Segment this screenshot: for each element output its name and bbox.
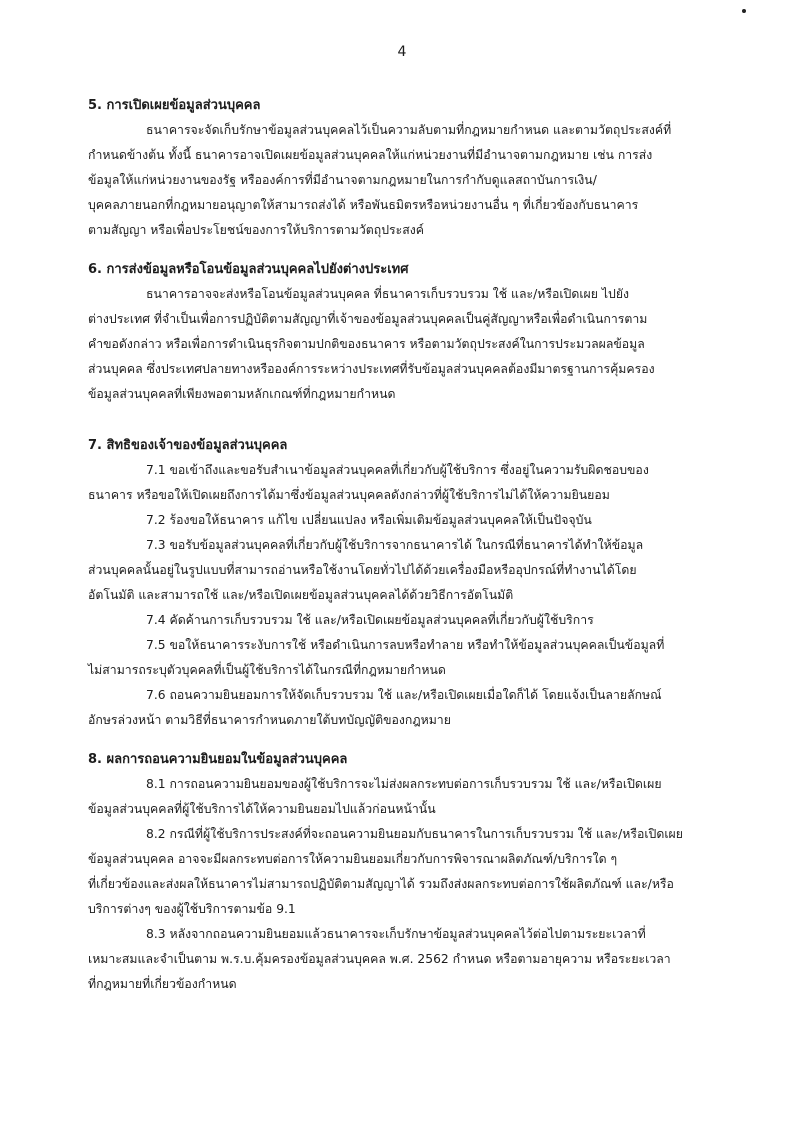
text-line: ที่กฎหมายที่เกี่ยวข้องกำหนด [88, 977, 237, 991]
text-line: 7.2 ร้องขอให้ธนาคาร แก้ไข เปลี่ยนแปลง หรือเพิ่มเติมข้อมูลส่วนบุคคลให้เป็นปัจจุบัน [146, 513, 592, 527]
text-line: 8.3 หลังจากถอนความยินยอมแล้วธนาคารจะเก็บรักษาข้อมูลส่วนบุคคลไว้ต่อไปตามระยะเวลาที่ [146, 927, 646, 941]
text-line: อัตโนมัติ และสามารถใช้ และ/หรือเปิดเผยข้อมูลส่วนบุคคลได้ด้วยวิธีการอัตโนมัติ [88, 588, 514, 602]
section-data-subject-rights [88, 433, 718, 733]
text-line: ส่วนบุคคล ซึ่งประเทศปลายทางหรือองค์การระหว่างประเทศที่รับข้อมูลส่วนบุคคลต้องมีมาตรฐานการคุ้มครอง [88, 362, 655, 376]
text-line: ข้อมูลส่วนบุคคลที่ผู้ใช้บริการได้ให้ความยินยอมไปแล้วก่อนหน้านั้น [88, 802, 436, 816]
text-line: 7.6 ถอนความยินยอมการให้จัดเก็บรวบรวม ใช้ และ/หรือเปิดเผยเมื่อใดก็ได้ โดยแจ้งเป็นลายลักษณ์ [146, 688, 662, 702]
paragraph-8-1 [88, 772, 718, 822]
text-line: ข้อมูลส่วนบุคคล อาจจะมีผลกระทบต่อการให้ความยินยอมเกี่ยวกับการพิจารณาผลิตภัณฑ์/บริการใด ๆ [88, 852, 618, 866]
document-body [88, 93, 718, 997]
section-heading: 7. สิทธิของเจ้าของข้อมูลส่วนบุคคล [88, 438, 288, 453]
text-line: ธนาคาร หรือขอให้เปิดเผยถึงการได้มาซึ่งข้อมูลส่วนบุคคลดังกล่าวที่ผู้ใช้บริการไม่ได้ให้ความยินยอม [88, 488, 610, 502]
text-line: 7.5 ขอให้ธนาคารระงับการใช้ หรือดำเนินการลบหรือทำลาย หรือทำให้ข้อมูลส่วนบุคคลเป็นข้อมูลที่ [146, 638, 665, 652]
text-line: ต่างประเทศ ที่จำเป็นเพื่อการปฏิบัติตามสัญญาที่เจ้าของข้อมูลส่วนบุคคลเป็นคู่สัญญาหรือเพื่อดำเนินการตาม [88, 312, 648, 326]
text-line: ธนาคารจะจัดเก็บรักษาข้อมูลส่วนบุคคลไว้เป็นความลับตามที่กฎหมายกำหนด และตามวัตถุประสงค์ที่ [146, 123, 672, 137]
section-disclosure [88, 93, 718, 243]
text-line: ข้อมูลให้แก่หน่วยงานของรัฐ หรือองค์การที่มีอำนาจตามกฎหมายในการกำกับดูแลสถาบันการเงิน/ [88, 173, 597, 187]
text-line: บริการต่างๆ ของผู้ใช้บริการตามข้อ 9.1 [88, 902, 296, 916]
paragraph [88, 118, 718, 243]
text-line: 8.2 กรณีที่ผู้ใช้บริการประสงค์ที่จะถอนความยินยอมกับธนาคารในการเก็บรวบรวม ใช้ และ/หรือเปิดเผย [146, 827, 683, 841]
section-heading: 6. การส่งข้อมูลหรือโอนข้อมูลส่วนบุคคลไปยังต่างประเทศ [88, 262, 409, 277]
scan-mark [742, 9, 746, 13]
paragraph-7-6 [88, 683, 718, 733]
text-line: ส่วนบุคคลนั้นอยู่ในรูปแบบที่สามารถอ่านหรือใช้งานโดยทั่วไปได้ด้วยเครื่องมือหรืออุปกรณ์ที่ทำงานได้โดย [88, 563, 637, 577]
text-line: ตามสัญญา หรือเพื่อประโยชน์ของการให้บริการตามวัตถุประสงค์ [88, 223, 424, 237]
text-line: ข้อมูลส่วนบุคคลที่เพียงพอตามหลักเกณฑ์ที่กฎหมายกำหนด [88, 387, 396, 401]
paragraph [88, 282, 718, 407]
paragraph-7-4 [88, 608, 718, 633]
paragraph-7-1 [88, 458, 718, 508]
section-heading: 5. การเปิดเผยข้อมูลส่วนบุคคล [88, 98, 261, 113]
text-line: เหมาะสมและจำเป็นตาม พ.ร.บ.คุ้มครองข้อมูลส่วนบุคคล พ.ศ. 2562 กำหนด หรือตามอายุความ หรือระยะเวลา [88, 952, 671, 966]
text-line: 8.1 การถอนความยินยอมของผู้ใช้บริการจะไม่ส่งผลกระทบต่อการเก็บรวบรวม ใช้ และ/หรือเปิดเผย [146, 777, 662, 791]
text-line: 7.1 ขอเข้าถึงและขอรับสำเนาข้อมูลส่วนบุคคลที่เกี่ยวกับผู้ใช้บริการ ซึ่งอยู่ในความรับผิดชอบของ [146, 463, 649, 477]
text-line: อักษรล่วงหน้า ตามวิธีที่ธนาคารกำหนดภายใต้บทบัญญัติของกฎหมาย [88, 713, 451, 727]
section-cross-border-transfer [88, 257, 718, 407]
text-line: ธนาคารอาจจะส่งหรือโอนข้อมูลส่วนบุคคล ที่ธนาคารเก็บรวบรวม ใช้ และ/หรือเปิดเผย ไปยัง [146, 287, 630, 301]
text-line: 7.3 ขอรับข้อมูลส่วนบุคคลที่เกี่ยวกับผู้ใช้บริการจากธนาคารได้ ในกรณีที่ธนาคารได้ทำให้ข้อมูล [146, 538, 644, 552]
text-line: ไม่สามารถระบุตัวบุคคลที่เป็นผู้ใช้บริการได้ในกรณีที่กฎหมายกำหนด [88, 663, 446, 677]
section-heading: 8. ผลการถอนความยินยอมในข้อมูลส่วนบุคคล [88, 752, 348, 767]
paragraph-7-3 [88, 533, 718, 608]
text-line: 7.4 คัดค้านการเก็บรวบรวม ใช้ และ/หรือเปิดเผยข้อมูลส่วนบุคคลที่เกี่ยวกับผู้ใช้บริการ [146, 613, 594, 627]
text-line: บุคคลภายนอกที่กฎหมายอนุญาตให้สามารถส่งได้ หรือพันธมิตรหรือหน่วยงานอื่น ๆ ที่เกี่ยวข้องกับธนาคาร [88, 198, 639, 212]
page-number: 4 [397, 44, 407, 60]
paragraph-7-5 [88, 633, 718, 683]
section-consent-withdrawal [88, 747, 718, 997]
paragraph-8-2 [88, 822, 718, 922]
text-line: กำหนดข้างต้น ทั้งนี้ ธนาคารอาจเปิดเผยข้อมูลส่วนบุคคลให้แก่หน่วยงานที่มีอำนาจตามกฎหมาย เช่น การส่ง [88, 148, 653, 162]
text-line: คำขอดังกล่าว หรือเพื่อการดำเนินธุรกิจตามปกติของธนาคาร หรือตามวัตถุประสงค์ในการประมวลผลข้อมูล [88, 337, 645, 351]
paragraph-7-2 [88, 508, 718, 533]
paragraph-8-3 [88, 922, 718, 997]
text-line: ที่เกี่ยวข้องและส่งผลให้ธนาคารไม่สามารถปฏิบัติตามสัญญาได้ รวมถึงส่งผลกระทบต่อการใช้ผลิตภัณฑ์ และ/หรือ [88, 877, 674, 891]
